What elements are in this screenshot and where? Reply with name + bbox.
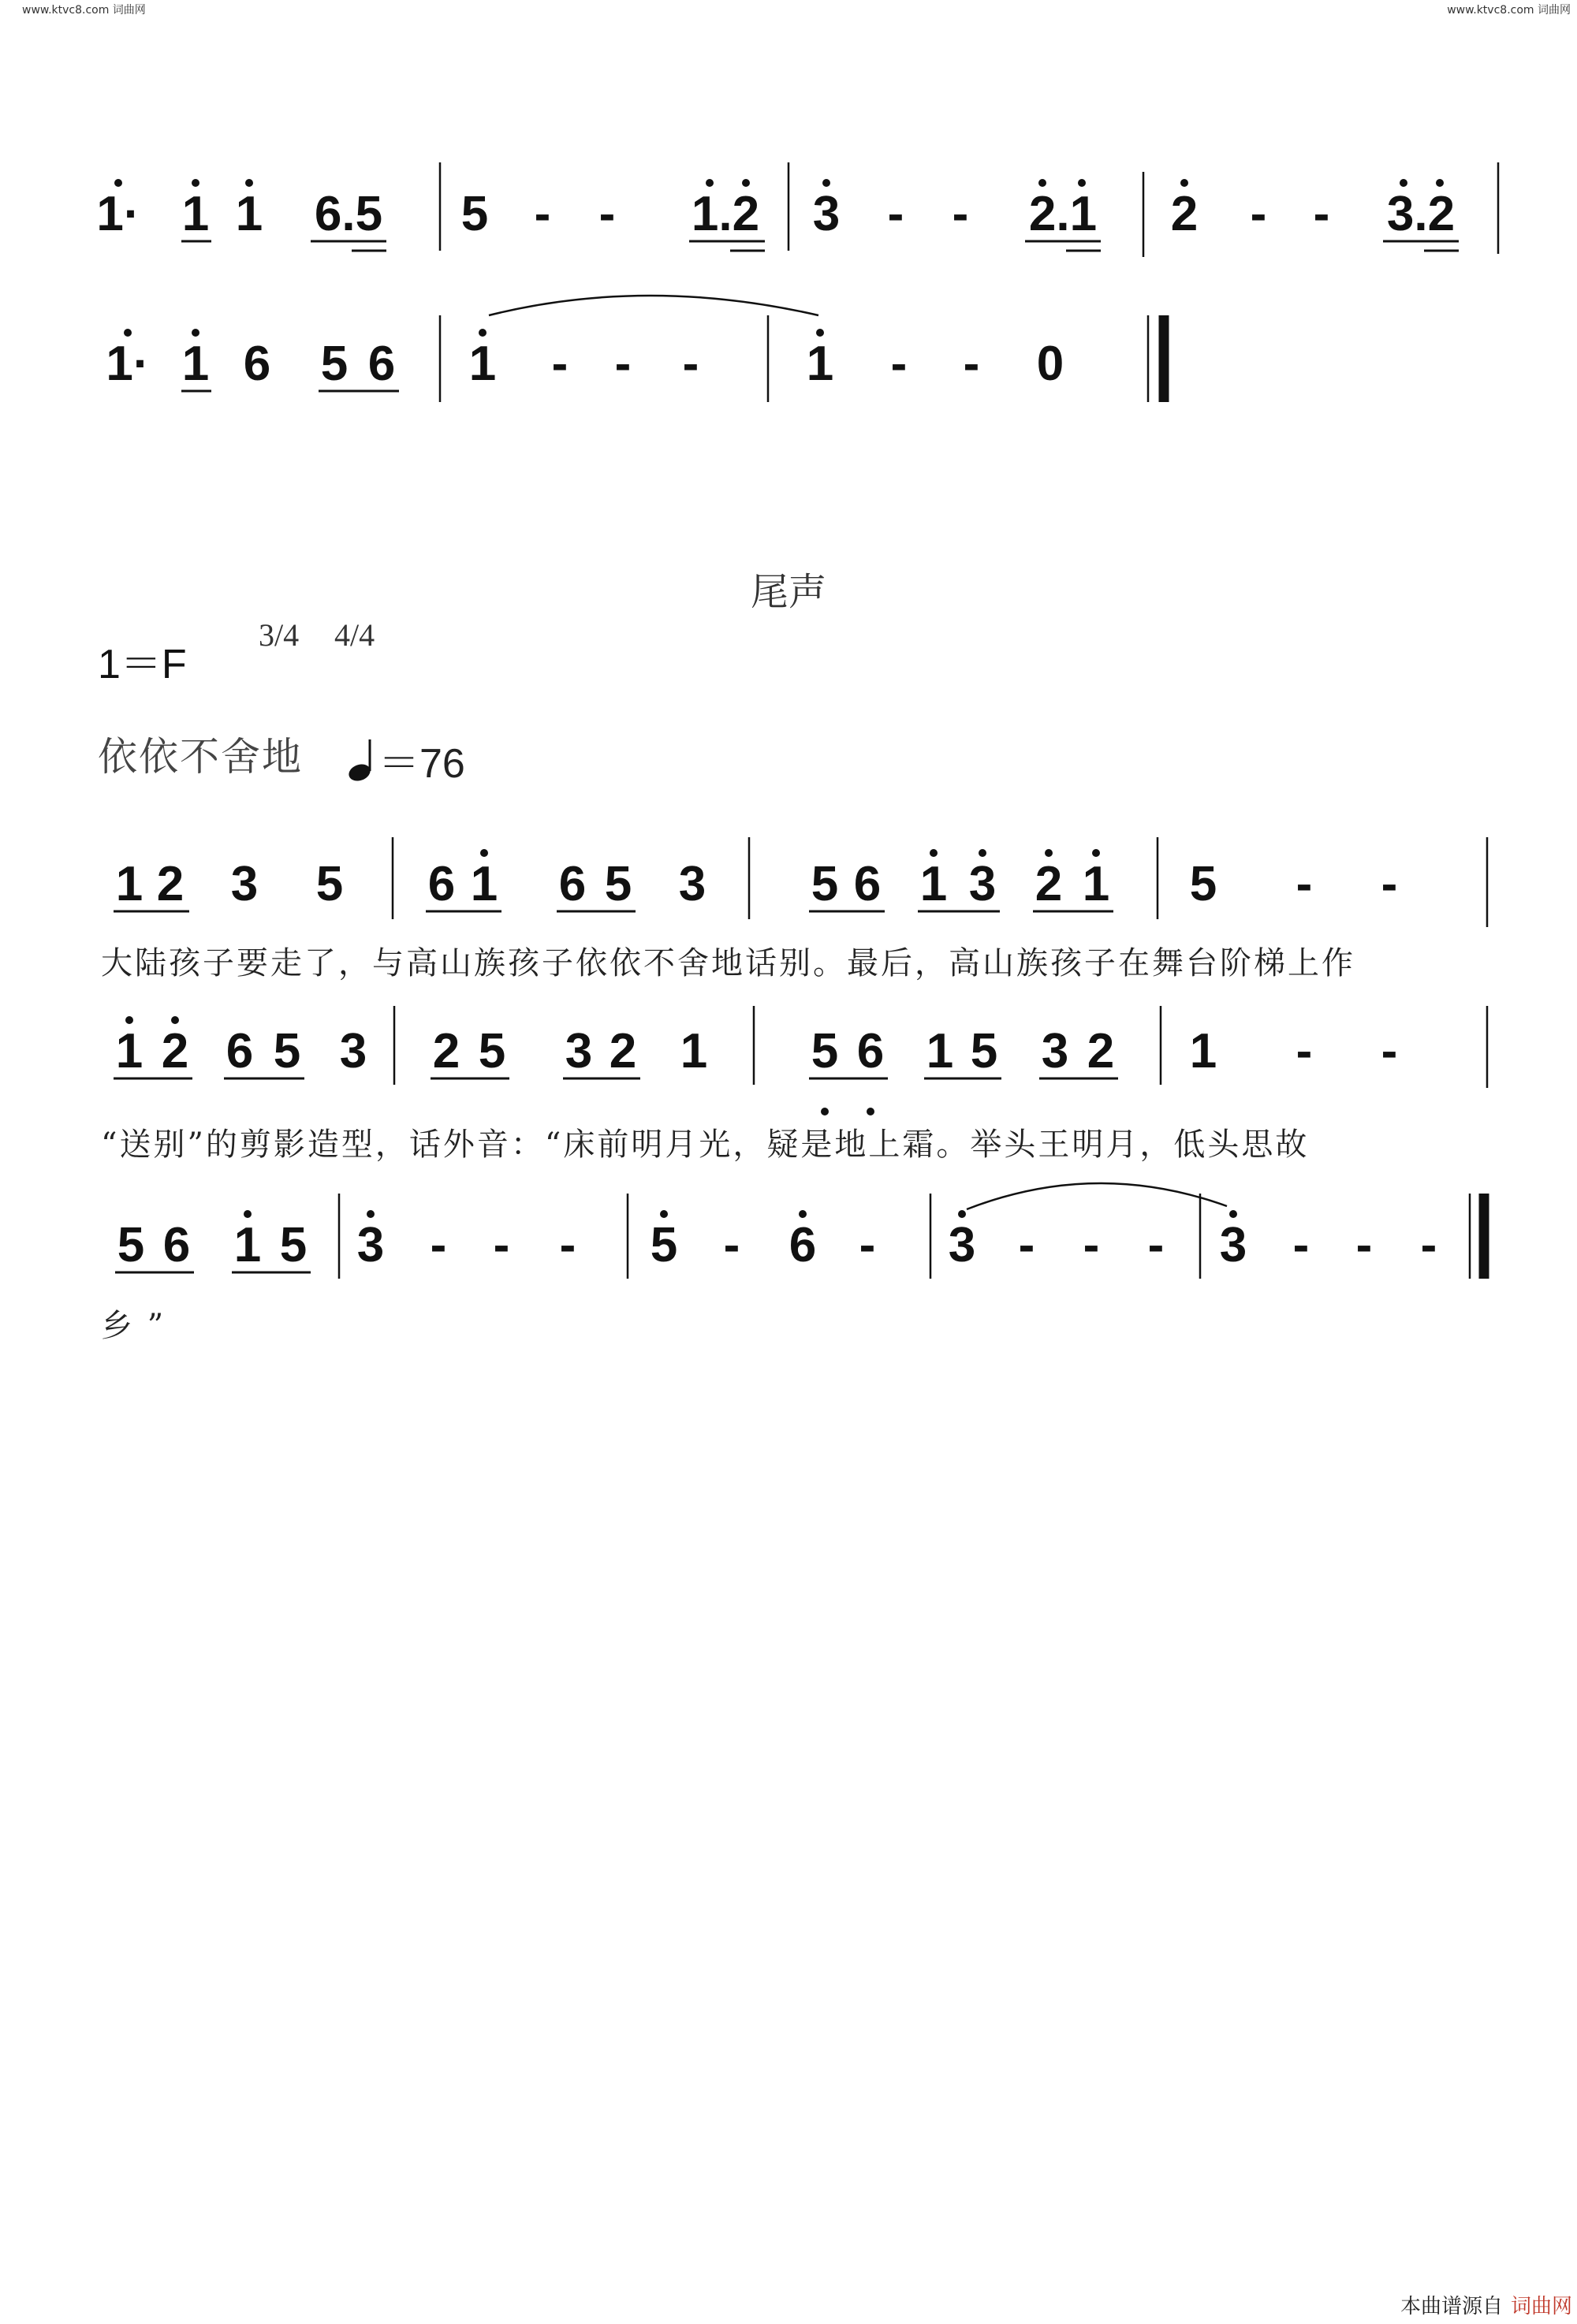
note: - (493, 1218, 510, 1272)
note: 3 (230, 857, 259, 911)
tempo-mark (347, 730, 465, 789)
note: 0 (1036, 337, 1064, 391)
note: - (890, 337, 908, 391)
note: 1 (470, 857, 498, 911)
section-title: 尾声 (750, 570, 826, 614)
note: - (1313, 187, 1330, 241)
note: - (1296, 1024, 1313, 1078)
note: 2.1 (1028, 187, 1098, 241)
note: - (1147, 1218, 1165, 1272)
note: 2 (1087, 1024, 1115, 1078)
note: 1.2 (691, 187, 760, 241)
note: 1· (96, 187, 140, 241)
note: 2 (161, 1024, 189, 1078)
note: 2 (609, 1024, 637, 1078)
note: - (1381, 857, 1398, 911)
note: - (723, 1218, 740, 1272)
note: - (1083, 1218, 1100, 1272)
note: - (859, 1218, 876, 1272)
note: 1 (919, 857, 948, 911)
note: 6 (558, 857, 587, 911)
note: 3 (1041, 1024, 1069, 1078)
note: 1 (1082, 857, 1110, 911)
note: 3 (356, 1218, 385, 1272)
note: - (559, 1218, 576, 1272)
tie (489, 296, 818, 315)
note: 5 (478, 1024, 506, 1078)
note: 6 (162, 1218, 191, 1272)
note: 6 (856, 1024, 885, 1078)
octave-dots (114, 179, 1444, 1218)
lyric-line: “送别”的剪影造型，话外音：“床前明月光，疑是地上霜。举头王明月，低头思故 (101, 1127, 1310, 1163)
note: 1 (235, 187, 263, 241)
note: 3 (565, 1024, 593, 1078)
note: - (551, 337, 569, 391)
note: 5 (279, 1218, 308, 1272)
note: 6 (853, 857, 882, 911)
note: 1 (680, 1024, 708, 1078)
note: - (963, 337, 980, 391)
note: - (1381, 1024, 1398, 1078)
note: 1· (106, 337, 150, 391)
note: 3 (678, 857, 706, 911)
note: 6.5 (314, 187, 383, 241)
note: - (598, 187, 616, 241)
note: - (1420, 1218, 1437, 1272)
note: 1 (181, 337, 210, 391)
note: 6 (427, 857, 456, 911)
lyric-line: 乡 ” (101, 1308, 166, 1344)
note: 5 (604, 857, 632, 911)
footer-site-link[interactable]: 词曲网 (1510, 2295, 1572, 2318)
watermark-top-right: www.ktvc8.com 词曲网 (1447, 4, 1571, 17)
note: 1 (115, 857, 144, 911)
quarter-note-icon (347, 738, 378, 782)
key-signature: 1＝F (98, 642, 187, 687)
footer-source (1400, 2290, 1572, 2319)
note: 3 (812, 187, 841, 241)
note: 5 (811, 1024, 839, 1078)
note: - (887, 187, 904, 241)
note: 2 (156, 857, 185, 911)
note: - (1018, 1218, 1035, 1272)
rhythm-underlines (114, 241, 1459, 1272)
note: 3 (1219, 1218, 1247, 1272)
note: 3.2 (1386, 187, 1456, 241)
note: 2 (1170, 187, 1199, 241)
note: 1 (468, 337, 497, 391)
note: 5 (320, 337, 349, 391)
note: 3 (339, 1024, 367, 1078)
note: 6 (788, 1218, 817, 1272)
note: - (1292, 1218, 1310, 1272)
note: 6 (367, 337, 396, 391)
note: 5 (117, 1218, 145, 1272)
note: 2 (432, 1024, 460, 1078)
time-signature: 4/4 (334, 617, 375, 653)
note: 1 (926, 1024, 954, 1078)
note: 3 (968, 857, 997, 911)
note: 1 (806, 337, 834, 391)
footer-source-text: 本曲谱源自 (1400, 2295, 1503, 2318)
note: 6 (243, 337, 271, 391)
note: 5 (460, 187, 489, 241)
note: - (1355, 1218, 1373, 1272)
note: - (1296, 857, 1313, 911)
watermark-top-left: www.ktvc8.com 词曲网 (22, 4, 146, 17)
tempo-value: ＝76 (378, 741, 465, 787)
note: - (534, 187, 551, 241)
note: 1 (233, 1218, 262, 1272)
note: 5 (315, 857, 344, 911)
note: - (952, 187, 969, 241)
note: - (1250, 187, 1267, 241)
note: - (614, 337, 632, 391)
note: 5 (273, 1024, 301, 1078)
note: 5 (650, 1218, 678, 1272)
note: 3 (948, 1218, 976, 1272)
note: 1 (181, 187, 210, 241)
barlines (339, 162, 1498, 1279)
note: 2 (1035, 857, 1063, 911)
note: 5 (811, 857, 839, 911)
note: - (430, 1218, 447, 1272)
time-signature: 3/4 (259, 617, 300, 653)
note: 1 (115, 1024, 144, 1078)
note: 1 (1189, 1024, 1217, 1078)
lyric-line: 大陆孩子要走了，与高山族孩子依依不舍地话别。最后，高山族孩子在舞台阶梯上作 (101, 945, 1355, 981)
tie (967, 1183, 1227, 1209)
note: - (682, 337, 699, 391)
note: 6 (226, 1024, 254, 1078)
note: 5 (1189, 857, 1217, 911)
expression-mark: 依依不舍地 (98, 734, 303, 780)
note: 5 (970, 1024, 998, 1078)
